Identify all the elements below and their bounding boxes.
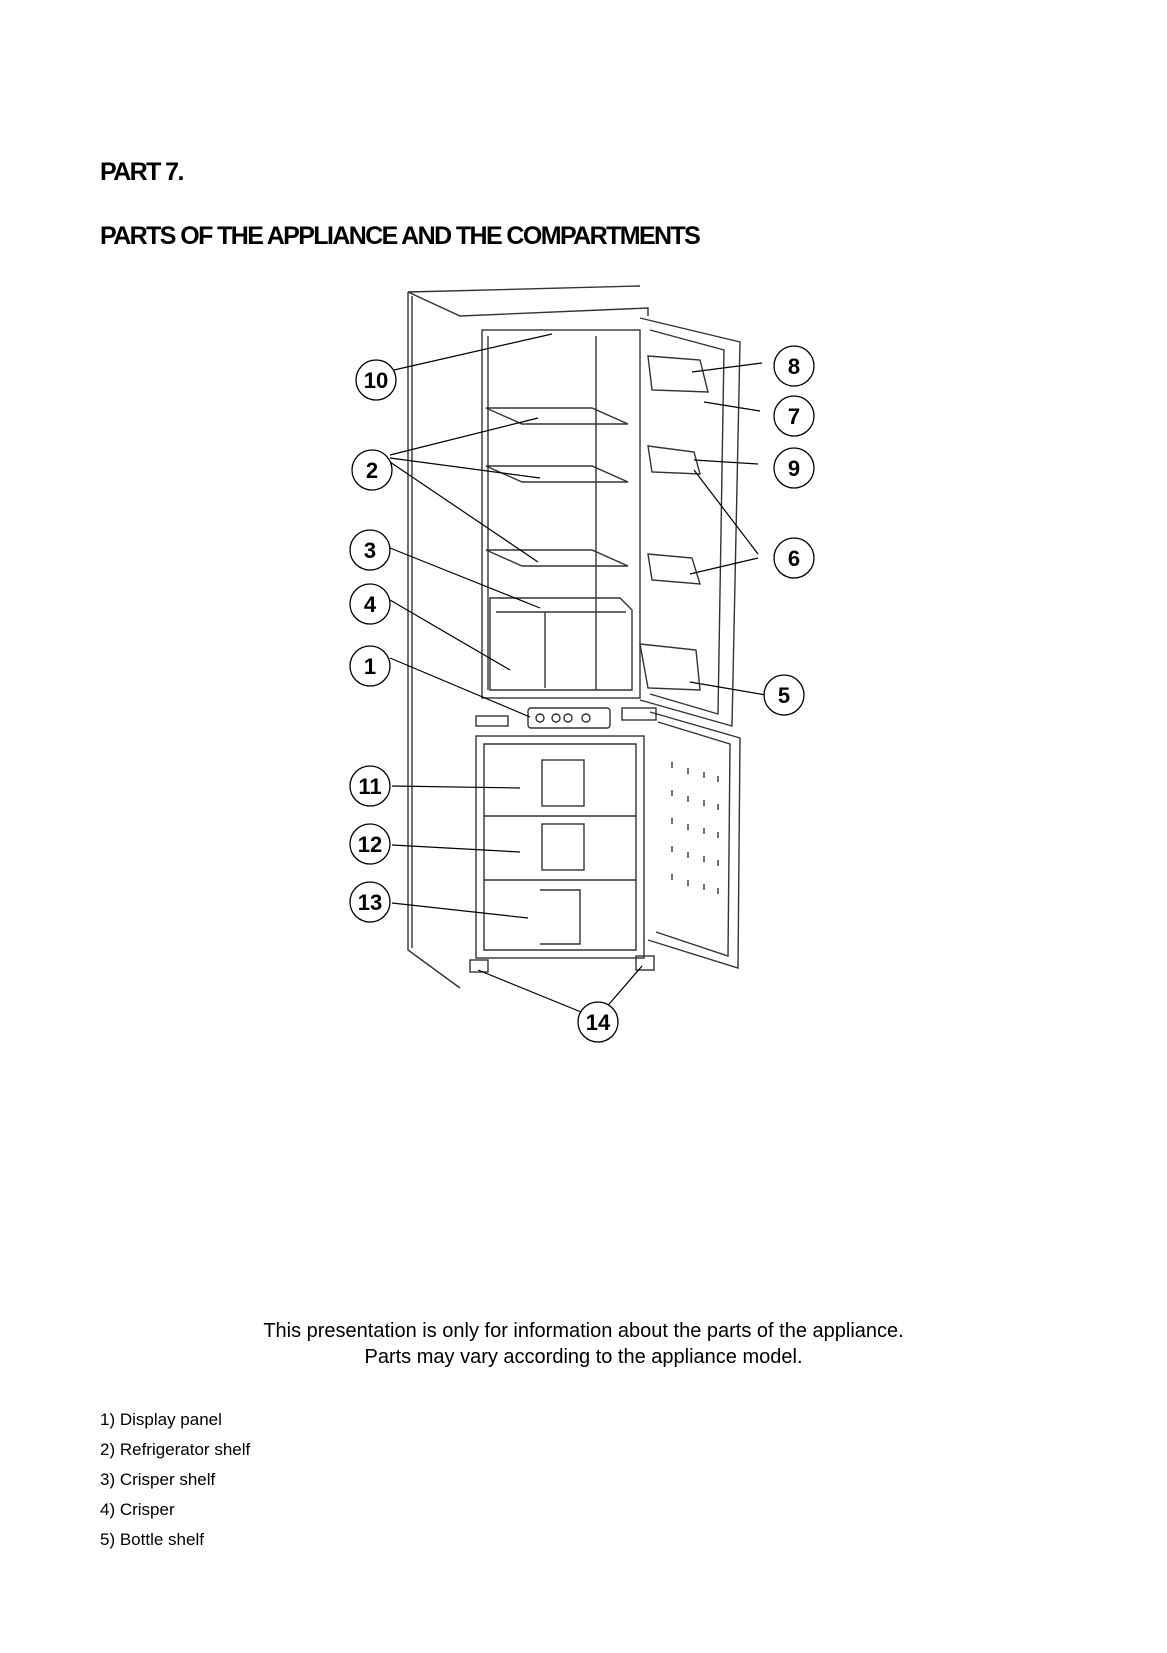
part-heading: PART 7. bbox=[100, 158, 183, 186]
legend-item: 1) Display panel bbox=[100, 1410, 222, 1429]
disclaimer-line-2: Parts may vary according to the appliance model. bbox=[364, 1346, 803, 1368]
parts-legend bbox=[100, 1405, 250, 1555]
callout-label: 4 bbox=[363, 592, 377, 617]
callout-label: 9 bbox=[787, 456, 801, 481]
section-title: PARTS OF THE APPLIANCE AND THE COMPARTMENTS bbox=[100, 222, 700, 250]
callout-label: 6 bbox=[787, 546, 801, 571]
callout-label: 8 bbox=[787, 354, 801, 379]
callout-label: 2 bbox=[365, 458, 379, 483]
callout-label: 13 bbox=[357, 890, 383, 915]
callout-label: 3 bbox=[363, 538, 377, 563]
disclaimer-line-1: This presentation is only for information about the parts of the appliance. bbox=[263, 1320, 904, 1342]
callout-label: 10 bbox=[363, 368, 389, 393]
legend-item: 5) Bottle shelf bbox=[100, 1530, 204, 1549]
callout-label: 12 bbox=[357, 832, 383, 857]
legend-item: 2) Refrigerator shelf bbox=[100, 1440, 251, 1459]
callout-label: 5 bbox=[777, 683, 791, 708]
callout-label: 14 bbox=[585, 1010, 611, 1035]
callout-label: 1 bbox=[363, 654, 377, 679]
appliance-diagram bbox=[340, 285, 820, 1060]
legend-item: 4) Crisper bbox=[100, 1500, 175, 1519]
legend-item: 3) Crisper shelf bbox=[100, 1470, 216, 1489]
callout-label: 11 bbox=[358, 774, 382, 799]
callout-label: 7 bbox=[787, 404, 801, 429]
